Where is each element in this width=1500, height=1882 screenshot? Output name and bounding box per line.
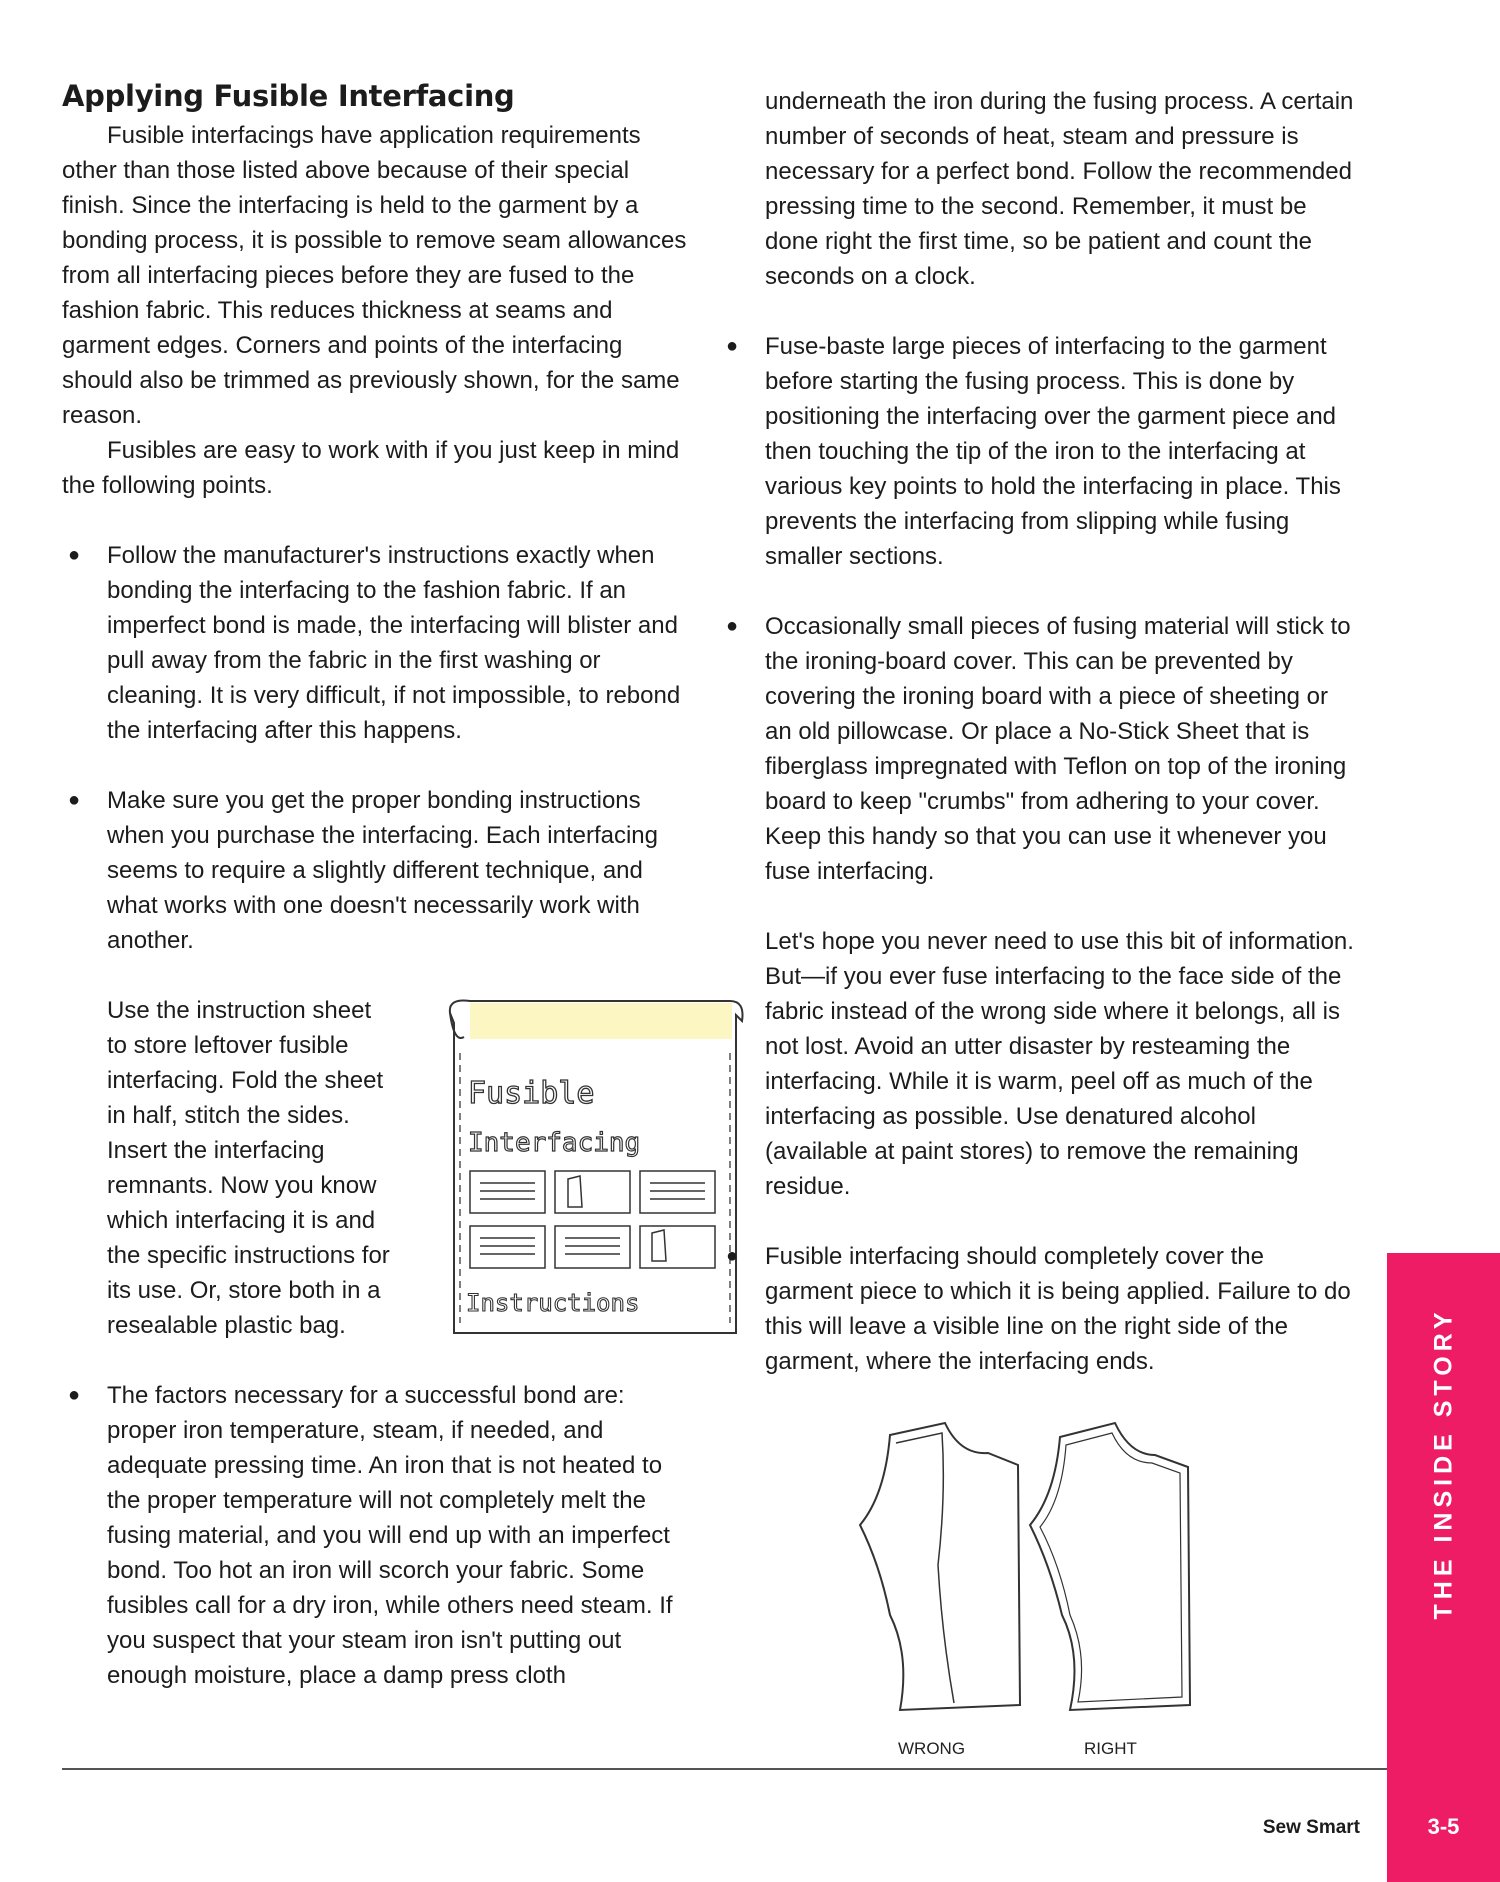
bullet-icon: ● [68, 789, 81, 811]
section-heading: Applying Fusible Interfacing [62, 79, 515, 113]
bullet-text: The factors necessary for a successful bond are: proper iron temperature, steam, if needed, and adequate pressing time. An iron that is not heated to the proper temperature will not completely melt the fusing material, and you will end up with an imperfect bond. Too hot an iron will scorch your fabric. Some fusibles call for a dry iron, while others need steam. If you suspect that your steam iron isn't putting out enough moisture, place a damp press cloth [107, 1382, 673, 1689]
storage-tip-block [62, 993, 694, 1343]
section-tab-label: THE INSIDE STORY [1429, 1307, 1458, 1619]
resteam-tip: Let's hope you never need to use this bit of information. But—if you ever fuse interfacing to the face side of the fabric instead of the wrong side where it belongs, all is not lost. Avoid an utter disaster by resteaming the interfacing. While it is warm, peel off as much of the interfacing as possible. Use denatured alcohol (available at paint stores) to remove the remaining residue. [765, 928, 1354, 1200]
right-column [720, 84, 1354, 1758]
illustration-text-interfacing: Interfacing [468, 1128, 641, 1158]
bullet-item-6 [720, 1239, 1354, 1379]
right-bodice-outline [1030, 1423, 1190, 1710]
continued-paragraph: underneath the iron during the fusing process. A certain number of seconds of heat, steam and pressure is necessary for a perfect bond. Follow the recommended pressing time to the second. Remember, it must be done right the first time, so be patient and count the seconds on a clock. [765, 88, 1354, 290]
bullet-item-3 [62, 1378, 694, 1693]
sidebar-label-container [1387, 1253, 1500, 1673]
bullet-item-2 [62, 783, 694, 958]
illustration-text-fusible: Fusible [468, 1076, 595, 1111]
bullet-text: Make sure you get the proper bonding instructions when you purchase the interfacing. Each interfacing seems to require a slightly different technique, and what works with one doesn't necessarily work with another. [107, 787, 659, 954]
left-column [62, 78, 694, 1693]
intro-paragraph-2: Fusibles are easy to work with if you just keep in mind the following points. [62, 437, 680, 499]
bullet-text: Fuse-baste large pieces of interfacing to the garment before starting the fusing process. This is done by positioning the interfacing over the garment piece and then touching the tip of the iron to the interfacing at various key points to hold the interfacing in place. This prevents the interfacing from slipping while fusing smaller sections. [765, 333, 1341, 570]
wrong-label: WRONG [898, 1739, 966, 1758]
bullet-item-5 [720, 609, 1354, 889]
page-number: 3-5 [1427, 1814, 1460, 1839]
garment-comparison-figure [850, 1415, 1210, 1758]
garment-pieces-drawing [850, 1415, 1210, 1725]
book-title: Sew Smart [1262, 1817, 1360, 1838]
bullet-icon: ● [726, 615, 739, 637]
bullet-icon: ● [726, 335, 739, 357]
bullet-icon: ● [68, 1384, 81, 1406]
instruction-sheet-illustration [440, 993, 750, 1343]
bullet-text: Follow the manufacturer's instructions exactly when bonding the interfacing to the fashion fabric. If an imperfect bond is made, the interfacing will blister and pull away from the fabric in the first washing or cleaning. It is very difficult, if not impossible, to rebond the interfacing after this happens. [107, 542, 681, 744]
footer-rule [62, 1768, 1387, 1770]
bullet-text: Fusible interfacing should completely cover the garment piece to which it is being applied. Failure to do this will leave a visible line on the right side of the garment, where the interfacing ends. [765, 1243, 1351, 1375]
bullet-item-4 [720, 329, 1354, 574]
intro-paragraph-1: Fusible interfacings have application requirements other than those listed above because of their special finish. Since the interfacing is held to the garment by a bonding process, it is possible to remove seam allowances from all interfacing pieces before they are fused to the fashion fabric. This reduces thickness at seams and garment edges. Corners and points of the interfacing should also be trimmed as previously shown, for the same reason. [62, 122, 687, 429]
bullet-text: Occasionally small pieces of fusing material will stick to the ironing-board cover. This can be prevented by covering the ironing board with a piece of sheeting or an old pillowcase. Or place a No-Stick Sheet that is fiberglass impregnated with Teflon on top of the ironing board to keep "crumbs" from adhering to your cover. Keep this handy so that you can use it whenever you fuse interfacing. [765, 613, 1351, 885]
bullet-item-1 [62, 538, 694, 748]
bullet-icon: ● [68, 544, 81, 566]
bullet-icon: ● [726, 1245, 739, 1267]
storage-tip-text: Use the instruction sheet to store leftover fusible interfacing. Fold the sheet in half, stitch the sides. Insert the interfacing remnants. Now you know which interfacing it is and the specific instructions for its use. Or, store both in a resealable plastic bag. [107, 997, 390, 1339]
illustration-text-instructions: Instructions [466, 1289, 640, 1317]
wrong-bodice-outline [860, 1423, 1020, 1710]
right-label: RIGHT [1084, 1739, 1137, 1758]
